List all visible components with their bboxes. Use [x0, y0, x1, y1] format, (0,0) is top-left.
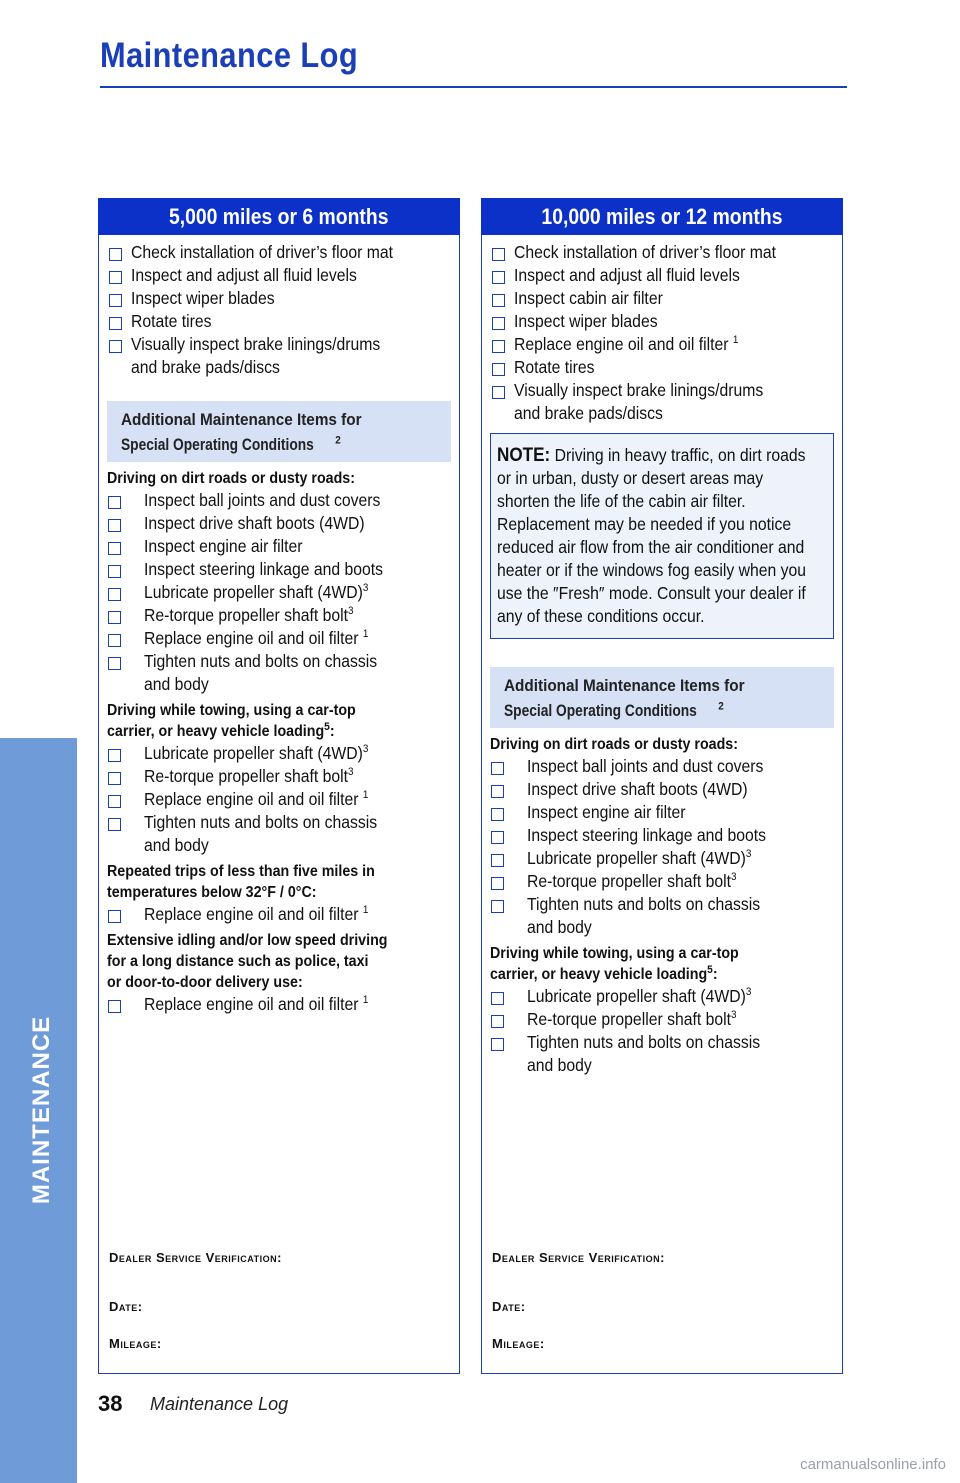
checklist-item[interactable]: Replace engine oil and oil filter $^1$ — [107, 788, 451, 811]
checklist-item[interactable]: Tighten nuts and bolts on chassis — [490, 893, 834, 916]
checklist-item[interactable]: Inspect drive shaft boots (4WD) — [490, 778, 834, 801]
checkbox-icon[interactable] — [108, 818, 121, 831]
page-title: Maintenance Log — [100, 36, 359, 75]
checkbox-icon[interactable] — [491, 992, 504, 1005]
checkbox-icon[interactable] — [491, 1015, 504, 1028]
checklist-item[interactable]: Lubricate propeller shaft $(4WD)^3$ — [107, 742, 451, 765]
checklist-item[interactable]: Replace engine oil and oil filter $^1$ — [107, 903, 451, 926]
checkbox-icon[interactable] — [109, 317, 122, 330]
column-header-label: 10,000 miles or 12 months — [541, 204, 783, 229]
checkbox-icon[interactable] — [492, 363, 505, 376]
checklist-item[interactable]: Visually inspect brake linings/drums — [490, 379, 834, 402]
dealer-verification-label: Dealer Service Verification: — [492, 1250, 665, 1265]
column-5000-miles — [98, 198, 460, 1374]
checkbox-icon[interactable] — [109, 340, 122, 353]
dealer-verification-label: Dealer Service Verification: — [109, 1250, 282, 1265]
note-box — [490, 433, 834, 639]
checkbox-icon[interactable] — [491, 831, 504, 844]
checkbox-icon[interactable] — [491, 1038, 504, 1051]
checklist-item[interactable]: Tighten nuts and bolts on chassis — [107, 650, 451, 673]
date-label: Date: — [492, 1299, 526, 1314]
side-tab-label: MAINTENANCE — [28, 1015, 55, 1205]
checklist-item[interactable]: Inspect wiper blades — [107, 287, 451, 310]
condition-checklist — [107, 903, 451, 926]
checklist-item[interactable]: Check installation of driver’s floor mat — [107, 241, 451, 264]
checklist-item[interactable]: Inspect and adjust all fluid levels — [107, 264, 451, 287]
checklist-item[interactable]: Check installation of driver’s floor mat — [490, 241, 834, 264]
condition-heading: Driving on dirt roads or dusty roads: — [490, 736, 738, 753]
checklist-item[interactable]: Re-torque propeller shaft bolt$^3$ — [107, 604, 451, 627]
checkbox-icon[interactable] — [492, 271, 505, 284]
checklist-item[interactable]: Inspect ball joints and dust covers — [490, 755, 834, 778]
condition-heading: Extensive idling and/or low speed driving for a long distance such as police, taxi or door-to-door delivery use: — [107, 932, 388, 991]
checkbox-icon[interactable] — [109, 294, 122, 307]
condition-heading: Driving while towing, using a car-top carrier, or heavy vehicle loading$^5$: — [107, 702, 356, 740]
checklist-item-continuation: and body — [527, 1055, 592, 1075]
checklist-item[interactable]: Inspect steering linkage and boots — [490, 824, 834, 847]
dealer-verification — [492, 1250, 665, 1373]
date-label: Date: — [109, 1299, 143, 1314]
condition-checklist — [107, 489, 451, 696]
checkbox-icon[interactable] — [491, 877, 504, 890]
checklist-item[interactable]: Replace engine oil and oil filter $^1$ — [107, 627, 451, 650]
checkbox-icon[interactable] — [108, 657, 121, 670]
condition-checklist — [490, 985, 834, 1077]
condition-heading: Driving on dirt roads or dusty roads: — [107, 470, 355, 487]
checkbox-icon[interactable] — [108, 611, 121, 624]
note-label: NOTE: — [497, 445, 551, 466]
watermark: carmanualsonline.info — [800, 1456, 946, 1473]
checkbox-icon[interactable] — [109, 248, 122, 261]
mileage-label: Mileage: — [492, 1336, 545, 1351]
checkbox-icon[interactable] — [108, 795, 121, 808]
checkbox-icon[interactable] — [108, 910, 121, 923]
checkbox-icon[interactable] — [109, 271, 122, 284]
dealer-verification — [109, 1250, 282, 1373]
footer-title: Maintenance Log — [150, 1394, 289, 1414]
checklist-item[interactable]: Inspect and adjust all fluid levels — [490, 264, 834, 287]
checkbox-icon[interactable] — [492, 317, 505, 330]
checkbox-icon[interactable] — [492, 294, 505, 307]
checklist-item[interactable]: Inspect steering linkage and boots — [107, 558, 451, 581]
checklist-item[interactable]: Replace engine oil and oil filter $^1$ — [107, 993, 451, 1016]
checklist — [107, 241, 451, 379]
checklist-item[interactable]: Inspect ball joints and dust covers — [107, 489, 451, 512]
checkbox-icon[interactable] — [491, 785, 504, 798]
checkbox-icon[interactable] — [108, 519, 121, 532]
checklist-item[interactable]: Rotate tires — [490, 356, 834, 379]
checklist-item[interactable]: Visually inspect brake linings/drums — [107, 333, 451, 356]
checkbox-icon[interactable] — [108, 542, 121, 555]
checkbox-icon[interactable] — [491, 854, 504, 867]
checkbox-icon[interactable] — [108, 588, 121, 601]
checkbox-icon[interactable] — [492, 248, 505, 261]
checkbox-icon[interactable] — [491, 900, 504, 913]
checkbox-icon[interactable] — [491, 808, 504, 821]
checkbox-icon[interactable] — [108, 565, 121, 578]
checklist-item[interactable]: Inspect drive shaft boots (4WD) — [107, 512, 451, 535]
mileage-label: Mileage: — [109, 1336, 162, 1351]
column-header — [481, 198, 843, 235]
checklist-item[interactable]: Replace engine oil and oil filter $^1$ — [490, 333, 834, 356]
checkbox-icon[interactable] — [108, 749, 121, 762]
checkbox-icon[interactable] — [108, 772, 121, 785]
condition-heading: Repeated trips of less than five miles in temperatures below 32°F / 0°C: — [107, 863, 375, 901]
checkbox-icon[interactable] — [108, 1000, 121, 1013]
checklist-item-continuation: and body — [527, 917, 592, 937]
checkbox-icon[interactable] — [492, 340, 505, 353]
checklist-item[interactable]: Rotate tires — [107, 310, 451, 333]
checklist-item[interactable]: Inspect wiper blades — [490, 310, 834, 333]
checklist — [490, 241, 834, 425]
column-header-label: 5,000 miles or 6 months — [169, 204, 389, 229]
checklist-item[interactable]: Re-torque propeller shaft bolt$^3$ — [490, 1008, 834, 1031]
checklist-item-continuation: and body — [144, 835, 209, 855]
checkbox-icon[interactable] — [108, 634, 121, 647]
checklist-item[interactable]: Tighten nuts and bolts on chassis — [107, 811, 451, 834]
condition-checklist — [107, 742, 451, 857]
checkbox-icon[interactable] — [491, 762, 504, 775]
additional-items-heading: Additional Maintenance Items for Special Operating Conditions $^2$ — [107, 401, 451, 462]
checklist-item[interactable]: Lubricate propeller shaft $(4WD)^3$ — [490, 985, 834, 1008]
checklist-item[interactable]: Lubricate propeller shaft $(4WD)^3$ — [107, 581, 451, 604]
checklist-item[interactable]: Lubricate propeller shaft $(4WD)^3$ — [490, 847, 834, 870]
column-10000-miles — [481, 198, 843, 1374]
title-rule — [100, 86, 847, 88]
condition-checklist — [107, 993, 451, 1016]
checklist-item[interactable]: Re-torque propeller shaft bolt$^3$ — [107, 765, 451, 788]
checkbox-icon[interactable] — [492, 386, 505, 399]
additional-items-heading: Additional Maintenance Items for Special Operating Conditions $^2$ — [490, 667, 834, 728]
checklist-item-continuation: and body — [144, 674, 209, 694]
note-text: Driving in heavy traffic, on dirt roads or in urban, dusty or desert areas may shorten the life of the cabin air filter. Replacement may be needed if you notice reduced air flow from the air conditioner and heater or if the windows fog easily when you use the ″Fresh″ mode. Consult your dealer if any of these conditions occur. — [497, 445, 807, 626]
condition-heading: Driving while towing, using a car-top carrier, or heavy vehicle loading$^5$: — [490, 945, 739, 983]
checklist-item[interactable]: Inspect engine air filter — [107, 535, 451, 558]
condition-checklist — [490, 755, 834, 939]
column-header — [98, 198, 460, 235]
page-number: 38 — [98, 1391, 123, 1416]
checklist-item[interactable]: Inspect cabin air filter — [490, 287, 834, 310]
checklist-item[interactable]: Tighten nuts and bolts on chassis — [490, 1031, 834, 1054]
checklist-item-continuation: and brake pads/discs — [514, 403, 663, 423]
checklist-item[interactable]: Re-torque propeller shaft bolt$^3$ — [490, 870, 834, 893]
checklist-item[interactable]: Inspect engine air filter — [490, 801, 834, 824]
checklist-item-continuation: and brake pads/discs — [131, 357, 280, 377]
checkbox-icon[interactable] — [108, 496, 121, 509]
